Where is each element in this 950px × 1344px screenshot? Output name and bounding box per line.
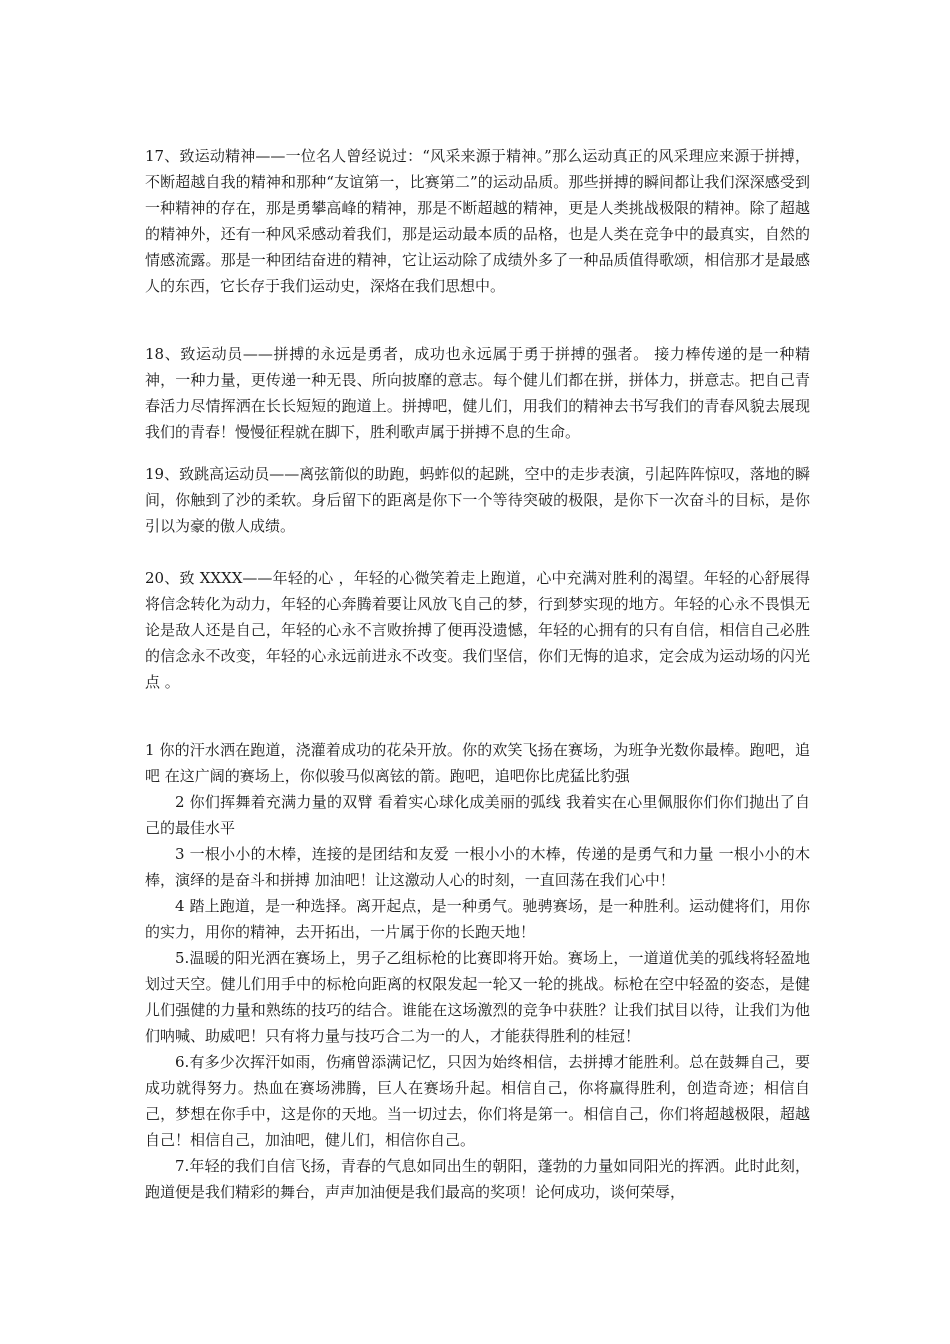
paragraph-19: 19、致跳高运动员——离弦箭似的助跑，蚂蚱似的起跳，空中的走步表演，引起阵阵惊叹，落地的瞬间，你触到了沙的柔软。身后留下的距离是你下一个等待突破的极限，是你下一次奋斗的目标，是你引以为豪的傲人成绩。 [145,465,810,535]
paragraph-17: 17、致运动精神——一位名人曾经说过：“风采来源于精神。”那么运动真正的风采理应来源于拼搏，不断超越自我的精神和那种“友谊第一，比赛第二”的运动品质。那些拼搏的瞬间都让我们深深感受到一种精神的存在，那是勇攀高峰的精神，那是不断超越的精神，更是人类挑战极限的精神。除了超越的精神外，还有一种风采感动着我们，那是运动最本质的品格，也是人类在竞争中的最真实，自然的情感流露。那是一种团结奋进的精神，它让运动除了成绩外多了一种品质值得歌颂，相信那才是最感人的东西，它长存于我们运动史，深烙在我们思想中。 [145,147,810,295]
list-item: 5.温暖的阳光洒在赛场上，男子乙组标枪的比赛即将开始。赛场上，一道道优美的弧线将轻盈地划过天空。健儿们用手中的标枪向距离的权限发起一轮又一轮的挑战。标枪在空中轻盈的姿态，是健儿们强健的力量和熟练的技巧的结合。谁能在这场激烈的竞争中获胜？让我们拭目以待，让我们为他们呐喊、助威吧！只有将力量与技巧合二为一的人，才能获得胜利的桂冠！ [145,949,810,1045]
list-item: 7.年轻的我们自信飞扬，青春的气息如同出生的朝阳，蓬勃的力量如同阳光的挥洒。此时此刻，跑道便是我们精彩的舞台，声声加油便是我们最高的奖项！论何成功，谈何荣辱， [145,1157,810,1201]
list-item: 6.有多少次挥汗如雨，伤痛曾添满记忆，只因为始终相信，去拼搏才能胜利。总在鼓舞自己，要成功就得努力。热血在赛场沸腾，巨人在赛场升起。相信自己，你将赢得胜利，创造奇迹；相信自己，梦想在你手中，这是你的天地。当一切过去，你们将是第一。相信自己，你们将超越极限，超越自己！相信自己，加油吧，健儿们，相信你自己。 [145,1053,810,1149]
list-item: 4 踏上跑道，是一种选择。离开起点，是一种勇气。驰骋赛场，是一种胜利。运动健将们，用你的实力，用你的精神，去开拓出，一片属于你的长跑天地！ [145,897,810,941]
paragraph-20: 20、致 XXXX——年轻的心 ，年轻的心微笑着走上跑道，心中充满对胜利的渴望。年轻的心舒展得将信念转化为动力，年轻的心奔腾着要让风放飞自己的梦，行到梦实现的地方。年轻的心永不畏惧无论是敌人还是自己，年轻的心永不言败拚搏了便再没遗憾，年轻的心拥有的只有自信，相信自己必胜的信念永不改变，年轻的心永远前进永不改变。我们坚信，你们无悔的追求，定会成为运动场的闪光点 。 [145,569,810,691]
list-item: 1 你的汗水洒在跑道，浇灌着成功的花朵开放。你的欢笑飞扬在赛场，为班争光数你最棒。跑吧，追吧 在这广阔的赛场上，你似骏马似离铉的箭。跑吧，追吧你比虎猛比豹强 [145,741,810,785]
list-item: 3 一根小小的木棒，连接的是团结和友爱 一根小小的木棒，传递的是勇气和力量 一根小小的木棒，演绎的是奋斗和拼搏 加油吧！让这激动人心的时刻，一直回荡在我们心中！ [145,845,810,889]
cheer-list [145,737,810,1205]
paragraph-18: 18、致运动员——拼搏的永远是勇者，成功也永远属于勇于拼搏的强者。 接力棒传递的是一种精神，一种力量，更传递一种无畏、所向披靡的意志。每个健儿们都在拼，拼体力，拼意志。把自己青春活力尽情挥洒在长长短短的跑道上。拼搏吧，健儿们，用我们的精神去书写我们的青春风貌去展现我们的青春！慢慢征程就在脚下，胜利歌声属于拼搏不息的生命。 [145,345,810,441]
list-item: 2 你们挥舞着充满力量的双臂 看着实心球化成美丽的弧线 我着实在心里佩服你们你们抛出了自己的最佳水平 [145,793,810,837]
